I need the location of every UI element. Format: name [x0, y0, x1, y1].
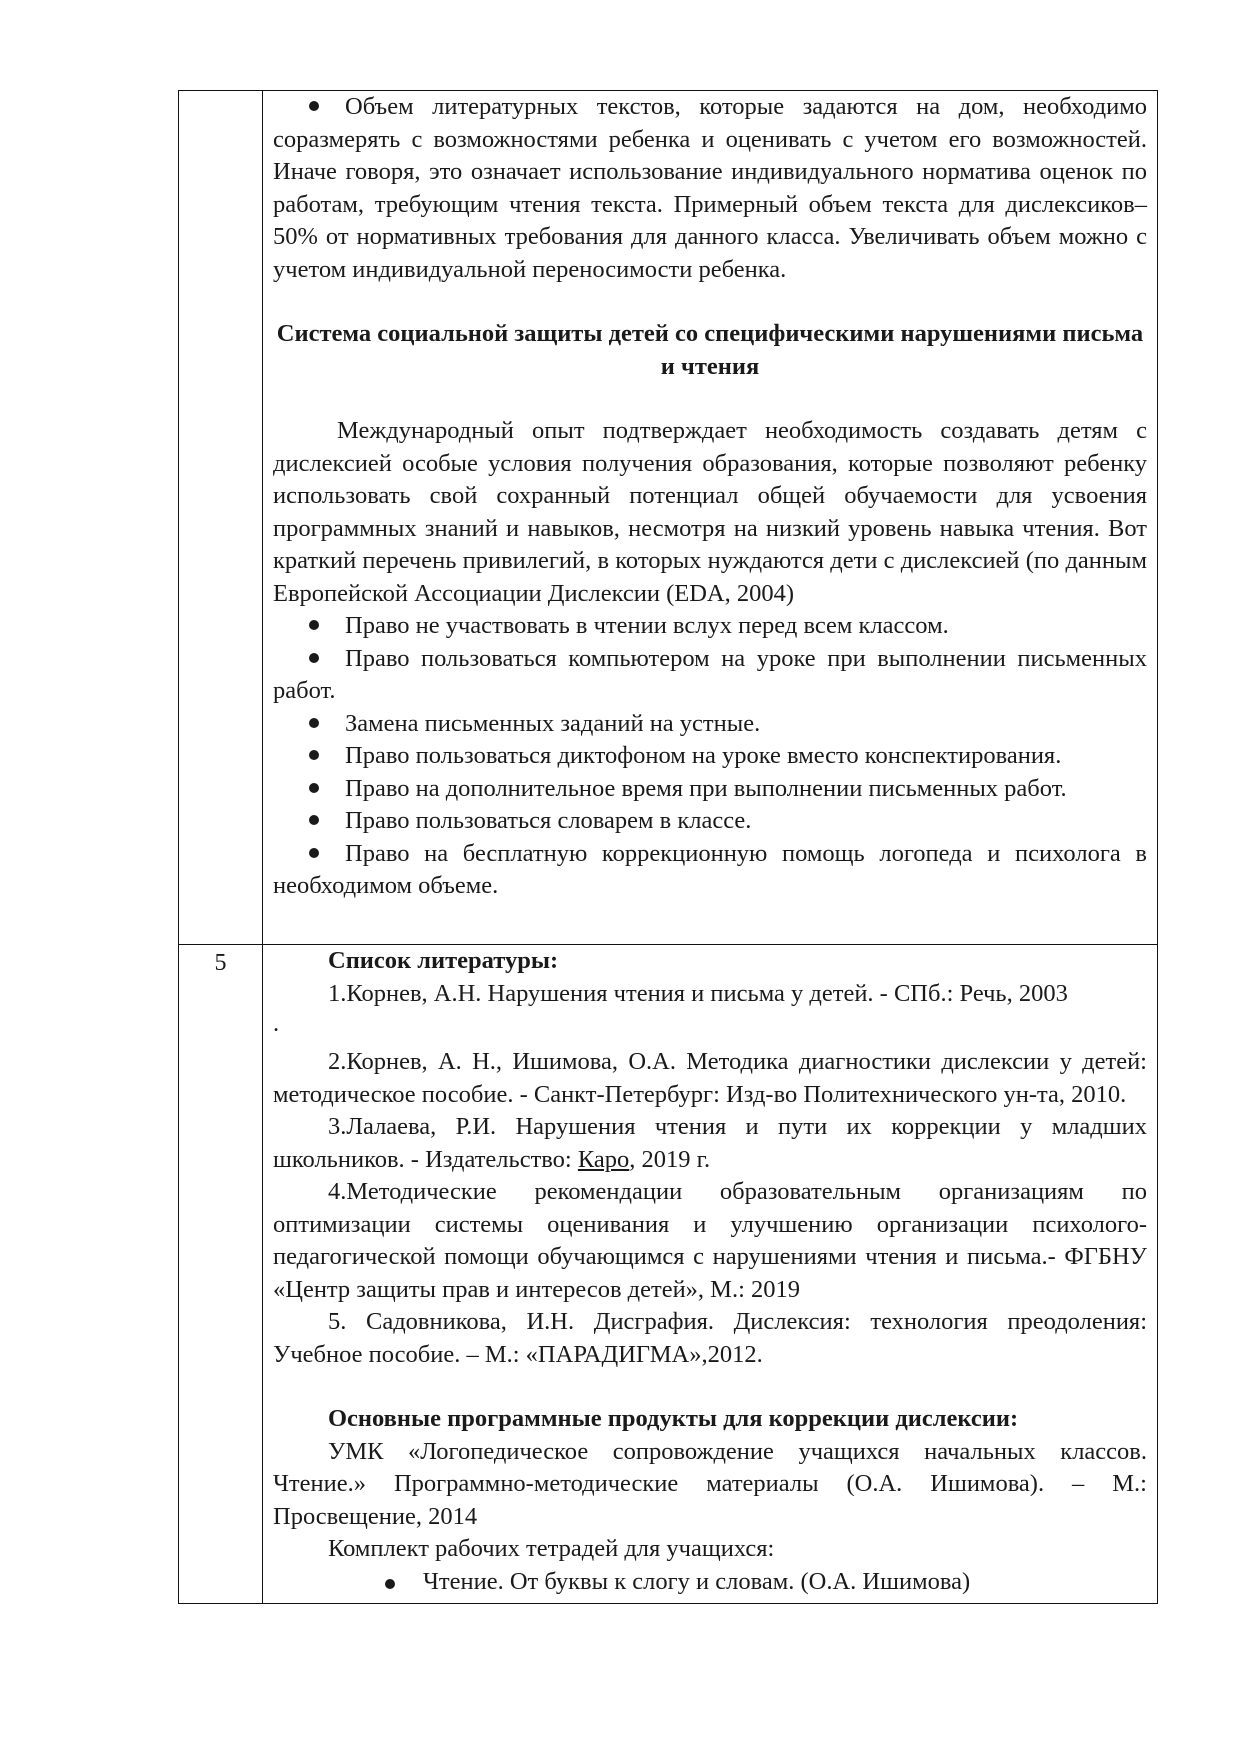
table-row — [179, 91, 1158, 945]
reference-item: 5. Садовникова, И.Н. Дисграфия. Дислексия: технология преодоления: Учебное пособие. – М.: «ПАРАДИГМА»,2012. — [273, 1308, 1147, 1368]
bullet-text: Право на дополнительное время при выполнении письменных работ. — [345, 774, 1067, 802]
bullet-text: Чтение. От буквы к слогу и словам. (О.А. Ишимова) — [423, 1567, 971, 1595]
umk-paragraph: УМК «Логопедическое сопровождение учащихся начальных классов. Чтение.» Программно-методические материалы (О.А. Ишимова). – М.: Просвещение, 2014 — [273, 1437, 1147, 1530]
list-item — [273, 838, 1147, 903]
paragraph: Международный опыт подтверждает необходимость создавать детям с дислексией особые условия получения образования, которые позволяют ребенку использовать свой сохранный потенциал общей обучаемости для усвоения программных знаний и навыков, несмотря на низкий уровень навыка чтения. Вот краткий перечень привилегий, в которых нуждаются дети с дислексией (по данным Европейской Ассоциации Дислексии (EDA, 2004) — [273, 417, 1147, 607]
reference-item: 4.Методические рекомендации образовательным организациям по оптимизации системы оценивания и улучшению организации психолого-педагогической помощи обучающимся с нарушениями чтения и письма.- ФГБНУ «Центр защиты прав и интересов детей», М.: 2019 — [273, 1178, 1147, 1303]
bullet-text: Право не участвовать в чтении вслух перед всем классом. — [345, 612, 949, 639]
reference-item: 1.Корнев, А.Н. Нарушения чтения и письма у детей. - СПб.: Речь, 2003 — [328, 979, 1068, 1007]
references-heading: Список литературы: — [328, 947, 559, 974]
bullet-text: Право пользоваться диктофоном на уроке вместо конспектирования. — [345, 742, 1062, 769]
list-item — [273, 1566, 1147, 1599]
bullet-icon — [309, 718, 319, 728]
publisher-link[interactable]: Каро — [577, 1145, 630, 1173]
reference-item: 2.Корнев, А. Н., Ишимова, О.А. Методика диагностики дислексии у детей: методическое пособие. - Санкт-Петербург: Изд-во Политехнического ун-та, 2010. — [273, 1048, 1147, 1108]
reference-text: 3.Лалаева, Р.И. Нарушения чтения и пути их коррекции у младших школьников. - Издательство: — [273, 1113, 1147, 1173]
list-item — [273, 708, 1147, 741]
list-item — [273, 610, 1147, 643]
bullet-icon — [309, 750, 319, 760]
list-item — [273, 740, 1147, 773]
workbooks-intro: Комплект рабочих тетрадей для учащихся: — [328, 1535, 775, 1562]
list-item — [273, 91, 1147, 286]
list-item — [273, 773, 1147, 806]
bullet-text: Право пользоваться компьютером на уроке при выполнении письменных работ. — [273, 644, 1147, 704]
row-number-cell — [179, 91, 263, 945]
row-number: 5 — [214, 950, 227, 976]
reference-text: , 2019 г. — [629, 1145, 711, 1173]
bullet-icon — [309, 783, 319, 793]
row-number-cell — [179, 945, 263, 1604]
bullet-text: Право на бесплатную коррекционную помощь логопеда и психолога в необходимом объеме. — [273, 839, 1147, 899]
bullet-icon — [309, 101, 319, 111]
bullet-text: Право пользоваться словарем в классе. — [345, 807, 752, 834]
bullet-icon — [309, 815, 319, 825]
reference-tail: . — [273, 1010, 280, 1037]
bullet-icon — [309, 620, 319, 630]
content-table — [178, 90, 1158, 1604]
products-heading: Основные программные продукты для коррекции дислексии: — [328, 1405, 1019, 1432]
bullet-icon — [309, 848, 319, 858]
list-item — [273, 643, 1147, 708]
content-cell — [263, 945, 1158, 1604]
content-cell — [263, 91, 1158, 945]
bullet-text: Объем литературных текстов, которые задаются на дом, необходимо соразмерять с возможностями ребенка и оценивать с учетом его возможностей. Иначе говоря, это означает использование индивидуального норматива оценок по работам, требующим чтения текста. Примерный объем текста для дислексиков–50% от нормативных требования для данного класса. Увеличивать объем можно с учетом индивидуальной переносимости ребенка. — [273, 93, 1147, 283]
reference-item — [273, 1111, 1147, 1176]
bullet-icon — [385, 1579, 395, 1589]
bullet-text: Замена письменных заданий на устные. — [345, 709, 761, 737]
list-item — [273, 805, 1147, 838]
section-heading: Система социальной защиты детей со специфическими нарушениями письма и чтения — [276, 320, 1144, 380]
bullet-icon — [309, 653, 319, 663]
table-row — [179, 945, 1158, 1604]
